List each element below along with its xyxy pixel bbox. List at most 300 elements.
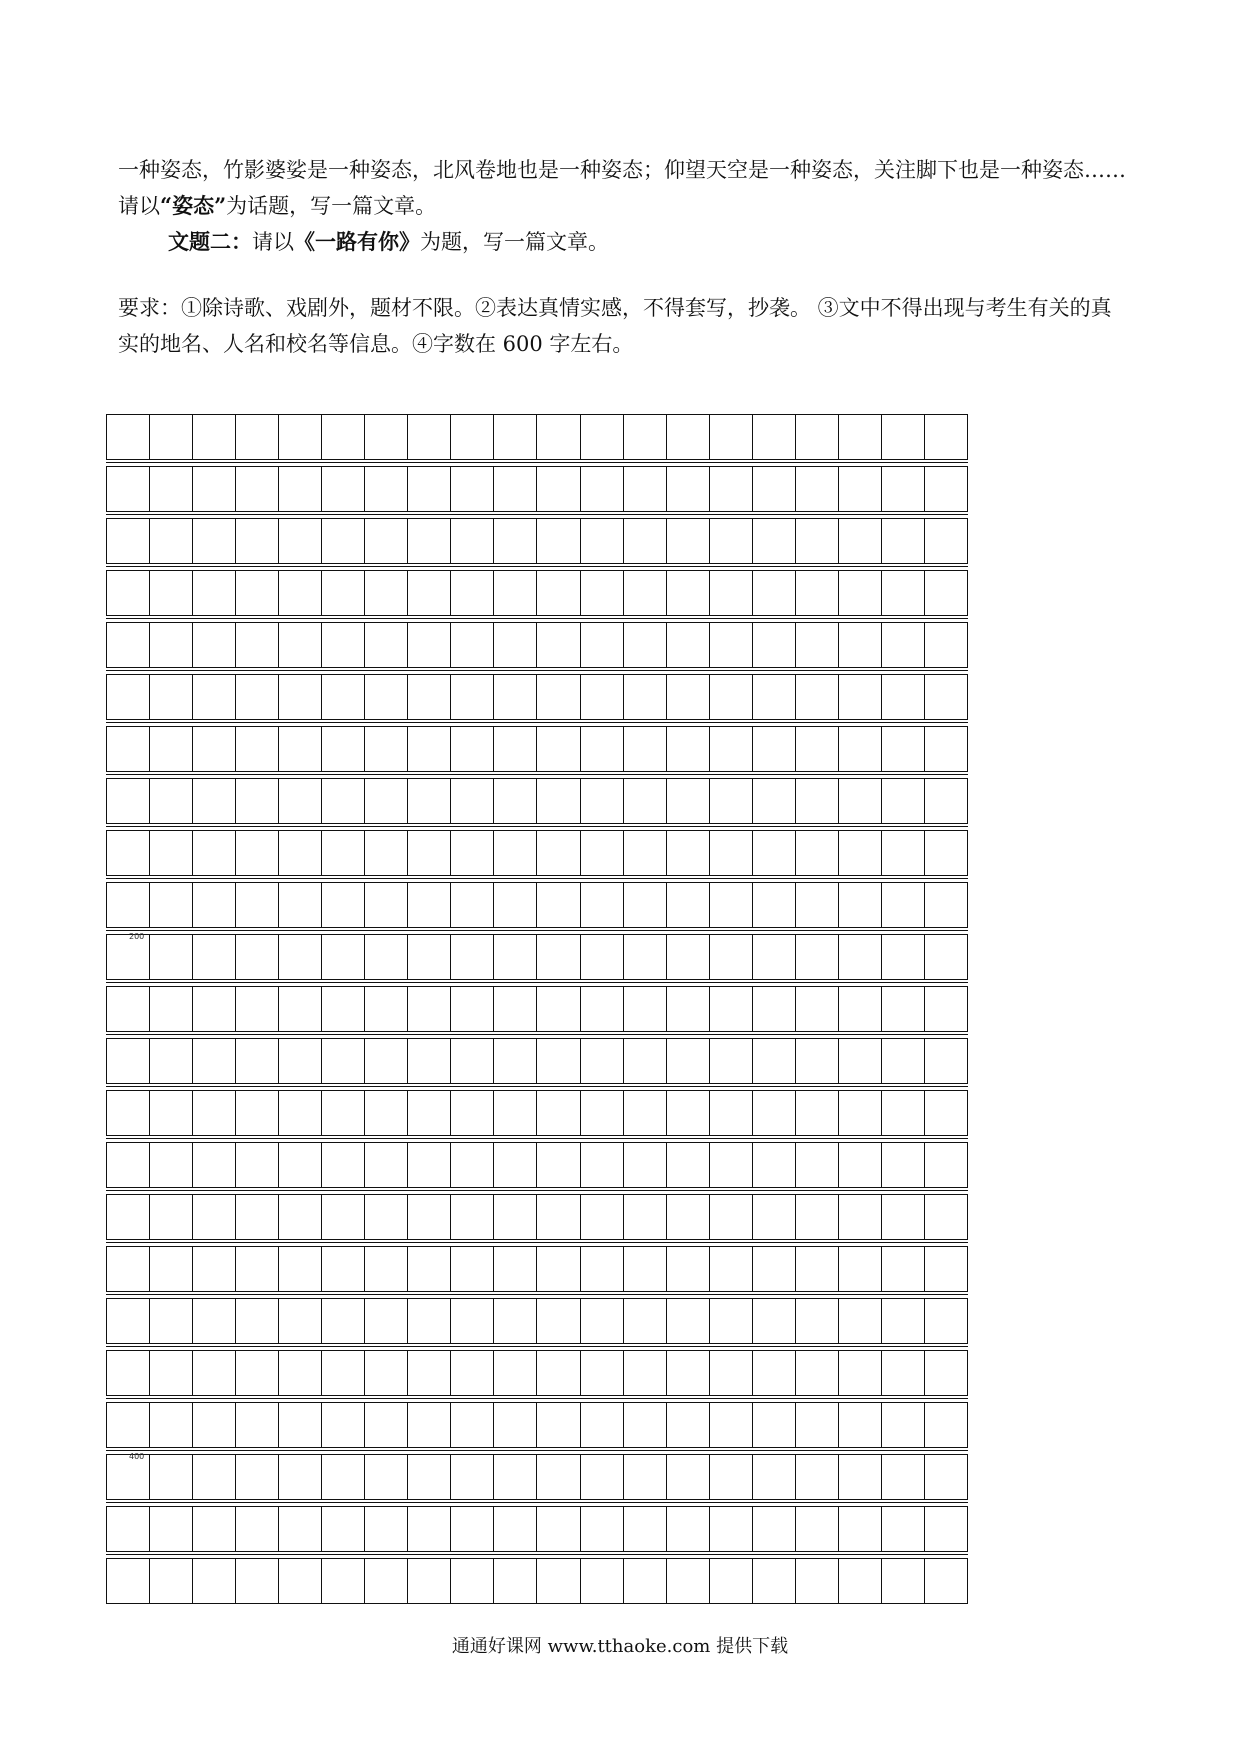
grid-cell[interactable]	[710, 883, 753, 927]
grid-cell[interactable]	[365, 1507, 408, 1551]
grid-cell[interactable]	[925, 831, 967, 875]
grid-cell[interactable]	[494, 1247, 537, 1291]
grid-cell[interactable]	[408, 727, 451, 771]
grid-cell[interactable]	[710, 675, 753, 719]
grid-cell[interactable]	[408, 1143, 451, 1187]
grid-cell[interactable]	[796, 935, 839, 979]
grid-cell[interactable]	[365, 415, 408, 459]
grid-cell[interactable]	[925, 987, 967, 1031]
grid-cell[interactable]	[710, 1143, 753, 1187]
grid-cell[interactable]	[882, 1507, 925, 1551]
grid-cell[interactable]	[925, 1351, 967, 1395]
grid-cell[interactable]	[839, 675, 882, 719]
grid-cell[interactable]	[451, 1507, 494, 1551]
grid-cell[interactable]	[279, 1091, 322, 1135]
grid-cell[interactable]	[710, 1507, 753, 1551]
grid-cell[interactable]	[408, 467, 451, 511]
grid-cell[interactable]	[322, 1091, 365, 1135]
grid-cell[interactable]	[839, 1455, 882, 1499]
grid-cell[interactable]	[150, 1559, 193, 1603]
grid-cell[interactable]	[882, 1299, 925, 1343]
grid-cell[interactable]	[624, 935, 667, 979]
grid-cell[interactable]	[839, 1247, 882, 1291]
grid-cell[interactable]	[839, 1507, 882, 1551]
grid-cell[interactable]	[796, 1091, 839, 1135]
grid-cell[interactable]	[624, 675, 667, 719]
grid-cell[interactable]	[236, 1455, 279, 1499]
grid-cell[interactable]	[107, 883, 150, 927]
grid-cell[interactable]	[451, 1091, 494, 1135]
grid-cell[interactable]	[365, 675, 408, 719]
grid-cell[interactable]	[753, 883, 796, 927]
grid-cell[interactable]	[667, 1143, 710, 1187]
grid-cell[interactable]	[882, 1039, 925, 1083]
grid-cell[interactable]	[365, 1039, 408, 1083]
grid-cell[interactable]	[279, 415, 322, 459]
grid-cell[interactable]	[322, 779, 365, 823]
grid-cell[interactable]	[753, 1039, 796, 1083]
grid-cell[interactable]	[710, 987, 753, 1031]
grid-cell[interactable]	[667, 1403, 710, 1447]
grid-cell[interactable]	[796, 727, 839, 771]
grid-cell[interactable]	[408, 1403, 451, 1447]
grid-cell[interactable]	[150, 831, 193, 875]
grid-cell[interactable]	[667, 571, 710, 615]
grid-cell[interactable]	[537, 1455, 580, 1499]
grid-cell[interactable]	[839, 571, 882, 615]
grid-cell[interactable]	[839, 1559, 882, 1603]
grid-cell[interactable]	[925, 1195, 967, 1239]
grid-cell[interactable]	[408, 1195, 451, 1239]
grid-cell[interactable]	[667, 831, 710, 875]
grid-cell[interactable]	[193, 779, 236, 823]
grid-cell[interactable]	[107, 1507, 150, 1551]
grid-cell[interactable]	[667, 1455, 710, 1499]
grid-cell[interactable]	[537, 831, 580, 875]
grid-cell[interactable]	[839, 623, 882, 667]
grid-cell[interactable]	[236, 1143, 279, 1187]
grid-cell[interactable]	[796, 831, 839, 875]
grid-cell[interactable]	[408, 415, 451, 459]
grid-cell[interactable]	[236, 675, 279, 719]
grid-cell[interactable]	[150, 1507, 193, 1551]
grid-cell[interactable]	[667, 987, 710, 1031]
grid-cell[interactable]	[537, 623, 580, 667]
grid-cell[interactable]	[150, 415, 193, 459]
grid-cell[interactable]	[882, 1403, 925, 1447]
grid-cell[interactable]	[365, 935, 408, 979]
grid-cell[interactable]	[279, 467, 322, 511]
grid-cell[interactable]	[624, 831, 667, 875]
grid-cell[interactable]	[796, 1143, 839, 1187]
grid-cell[interactable]	[796, 519, 839, 563]
grid-cell[interactable]	[236, 1195, 279, 1239]
grid-cell[interactable]	[236, 1299, 279, 1343]
grid-cell[interactable]	[581, 831, 624, 875]
grid-cell[interactable]	[408, 1299, 451, 1343]
grid-cell[interactable]	[322, 1455, 365, 1499]
grid-cell[interactable]	[839, 935, 882, 979]
grid-cell[interactable]	[494, 571, 537, 615]
grid-cell[interactable]	[107, 1247, 150, 1291]
grid-cell[interactable]	[107, 675, 150, 719]
grid-cell[interactable]	[537, 415, 580, 459]
grid-cell[interactable]	[451, 1039, 494, 1083]
grid-cell[interactable]	[624, 1455, 667, 1499]
grid-cell[interactable]	[581, 1247, 624, 1291]
grid-cell[interactable]	[667, 519, 710, 563]
grid-cell[interactable]	[753, 675, 796, 719]
grid-cell[interactable]	[624, 883, 667, 927]
grid-cell[interactable]	[494, 779, 537, 823]
grid-cell[interactable]	[408, 987, 451, 1031]
grid-cell[interactable]	[150, 779, 193, 823]
grid-cell[interactable]	[322, 1559, 365, 1603]
grid-cell[interactable]	[882, 675, 925, 719]
grid-cell[interactable]	[624, 1143, 667, 1187]
grid-cell[interactable]	[624, 1403, 667, 1447]
grid-cell[interactable]	[365, 987, 408, 1031]
grid-cell[interactable]	[322, 1351, 365, 1395]
grid-cell[interactable]	[537, 1351, 580, 1395]
grid-cell[interactable]	[796, 1195, 839, 1239]
grid-cell[interactable]	[581, 1195, 624, 1239]
grid-cell[interactable]	[710, 1559, 753, 1603]
grid-cell[interactable]	[408, 935, 451, 979]
grid-cell[interactable]	[451, 571, 494, 615]
grid-cell[interactable]	[150, 1195, 193, 1239]
grid-cell[interactable]	[494, 727, 537, 771]
grid-cell[interactable]	[624, 727, 667, 771]
grid-cell[interactable]	[667, 415, 710, 459]
grid-cell[interactable]	[365, 1091, 408, 1135]
grid-cell[interactable]	[624, 519, 667, 563]
grid-cell[interactable]	[710, 727, 753, 771]
grid-cell[interactable]	[882, 571, 925, 615]
grid-cell[interactable]	[279, 1507, 322, 1551]
grid-cell[interactable]	[408, 1351, 451, 1395]
grid-cell[interactable]	[494, 1039, 537, 1083]
grid-cell[interactable]	[193, 935, 236, 979]
grid-cell[interactable]	[581, 415, 624, 459]
grid-cell[interactable]	[925, 1299, 967, 1343]
grid-cell[interactable]	[710, 623, 753, 667]
grid-cell[interactable]	[537, 1559, 580, 1603]
grid-cell[interactable]	[581, 623, 624, 667]
grid-cell[interactable]	[193, 675, 236, 719]
grid-cell[interactable]	[882, 1455, 925, 1499]
grid-cell[interactable]	[581, 935, 624, 979]
grid-cell[interactable]	[624, 779, 667, 823]
grid-cell[interactable]	[408, 675, 451, 719]
grid-cell[interactable]	[882, 883, 925, 927]
grid-cell[interactable]	[537, 1091, 580, 1135]
grid-cell[interactable]	[925, 883, 967, 927]
grid-cell[interactable]	[494, 935, 537, 979]
grid-cell[interactable]	[365, 831, 408, 875]
grid-cell[interactable]	[667, 1091, 710, 1135]
grid-cell[interactable]	[882, 779, 925, 823]
grid-cell[interactable]	[753, 987, 796, 1031]
grid-cell[interactable]	[107, 1299, 150, 1343]
grid-cell[interactable]	[279, 727, 322, 771]
grid-cell[interactable]	[150, 1091, 193, 1135]
grid-cell[interactable]	[494, 1403, 537, 1447]
grid-cell[interactable]	[451, 1143, 494, 1187]
grid-cell[interactable]	[925, 467, 967, 511]
grid-cell[interactable]	[753, 1091, 796, 1135]
grid-cell[interactable]	[451, 675, 494, 719]
grid-cell[interactable]	[236, 831, 279, 875]
grid-cell[interactable]	[107, 519, 150, 563]
grid-cell[interactable]	[796, 883, 839, 927]
grid-cell[interactable]	[839, 1299, 882, 1343]
grid-cell[interactable]	[236, 571, 279, 615]
grid-cell[interactable]	[667, 1247, 710, 1291]
grid-cell[interactable]	[193, 1195, 236, 1239]
grid-cell[interactable]	[408, 831, 451, 875]
grid-cell[interactable]	[753, 1247, 796, 1291]
grid-cell[interactable]	[537, 1195, 580, 1239]
grid-cell[interactable]	[925, 623, 967, 667]
grid-cell[interactable]	[796, 779, 839, 823]
grid-cell[interactable]	[882, 1351, 925, 1395]
grid-cell[interactable]	[322, 1299, 365, 1343]
grid-cell[interactable]	[408, 1455, 451, 1499]
grid-cell[interactable]	[322, 1143, 365, 1187]
grid-cell[interactable]	[882, 1559, 925, 1603]
grid-cell[interactable]	[150, 1351, 193, 1395]
grid-cell[interactable]	[796, 1507, 839, 1551]
grid-cell[interactable]	[839, 727, 882, 771]
grid-cell[interactable]	[882, 1195, 925, 1239]
grid-cell[interactable]	[839, 779, 882, 823]
grid-cell[interactable]	[581, 1039, 624, 1083]
grid-cell[interactable]	[236, 415, 279, 459]
grid-cell[interactable]	[494, 519, 537, 563]
grid-cell[interactable]	[365, 779, 408, 823]
grid-cell[interactable]	[279, 1351, 322, 1395]
grid-cell[interactable]	[796, 1299, 839, 1343]
grid-cell[interactable]	[408, 519, 451, 563]
grid-cell[interactable]	[279, 883, 322, 927]
grid-cell[interactable]	[322, 727, 365, 771]
grid-cell[interactable]	[710, 1091, 753, 1135]
grid-cell[interactable]	[624, 1507, 667, 1551]
grid-cell[interactable]	[624, 1195, 667, 1239]
grid-cell[interactable]	[882, 415, 925, 459]
grid-cell[interactable]	[193, 1143, 236, 1187]
grid-cell[interactable]	[537, 1247, 580, 1291]
grid-cell[interactable]	[451, 1455, 494, 1499]
grid-cell[interactable]	[710, 1195, 753, 1239]
grid-cell[interactable]	[753, 1559, 796, 1603]
grid-cell[interactable]	[150, 883, 193, 927]
grid-cell[interactable]	[451, 623, 494, 667]
grid-cell[interactable]	[322, 1507, 365, 1551]
grid-cell[interactable]	[581, 1351, 624, 1395]
grid-cell[interactable]	[925, 935, 967, 979]
grid-cell[interactable]	[710, 519, 753, 563]
grid-cell[interactable]	[796, 571, 839, 615]
grid-cell[interactable]	[710, 1351, 753, 1395]
grid-cell[interactable]	[882, 1247, 925, 1291]
grid-cell[interactable]	[236, 1091, 279, 1135]
grid-cell[interactable]	[236, 623, 279, 667]
grid-cell[interactable]	[279, 1403, 322, 1447]
grid-cell[interactable]	[150, 519, 193, 563]
grid-cell[interactable]	[839, 987, 882, 1031]
grid-cell[interactable]	[107, 415, 150, 459]
grid-cell[interactable]	[451, 1195, 494, 1239]
grid-cell[interactable]	[236, 987, 279, 1031]
grid-cell[interactable]	[408, 1507, 451, 1551]
grid-cell[interactable]	[193, 727, 236, 771]
grid-cell[interactable]	[839, 415, 882, 459]
grid-cell[interactable]	[753, 1455, 796, 1499]
grid-cell[interactable]	[451, 1247, 494, 1291]
grid-cell[interactable]	[279, 519, 322, 563]
grid-cell[interactable]	[236, 727, 279, 771]
grid-cell[interactable]	[667, 779, 710, 823]
grid-cell[interactable]	[279, 1455, 322, 1499]
grid-cell[interactable]	[322, 467, 365, 511]
grid-cell[interactable]	[494, 623, 537, 667]
grid-cell[interactable]	[279, 675, 322, 719]
grid-cell[interactable]	[839, 1403, 882, 1447]
grid-cell[interactable]	[107, 987, 150, 1031]
grid-cell[interactable]	[537, 467, 580, 511]
grid-cell[interactable]	[365, 1195, 408, 1239]
grid-cell[interactable]	[451, 727, 494, 771]
grid-cell[interactable]	[753, 779, 796, 823]
grid-cell[interactable]	[882, 519, 925, 563]
grid-cell[interactable]	[624, 987, 667, 1031]
grid-cell[interactable]	[193, 1351, 236, 1395]
grid-cell[interactable]	[150, 623, 193, 667]
grid-cell[interactable]	[236, 1507, 279, 1551]
grid-cell[interactable]	[537, 1299, 580, 1343]
grid-cell[interactable]	[236, 467, 279, 511]
grid-cell[interactable]	[537, 883, 580, 927]
grid-cell[interactable]	[581, 883, 624, 927]
grid-cell[interactable]	[365, 467, 408, 511]
grid-cell[interactable]	[107, 1559, 150, 1603]
grid-cell[interactable]	[365, 1143, 408, 1187]
grid-cell[interactable]	[150, 1455, 193, 1499]
grid-cell[interactable]	[839, 467, 882, 511]
grid-cell[interactable]	[494, 1455, 537, 1499]
grid-cell[interactable]	[451, 519, 494, 563]
grid-cell[interactable]	[624, 623, 667, 667]
grid-cell[interactable]	[537, 727, 580, 771]
grid-cell[interactable]	[839, 1091, 882, 1135]
grid-cell[interactable]	[279, 831, 322, 875]
grid-cell[interactable]	[796, 675, 839, 719]
grid-cell[interactable]	[796, 415, 839, 459]
grid-cell[interactable]	[236, 1247, 279, 1291]
grid-cell[interactable]	[667, 675, 710, 719]
grid-cell[interactable]	[667, 1559, 710, 1603]
grid-cell[interactable]	[753, 519, 796, 563]
grid-cell[interactable]	[107, 1039, 150, 1083]
grid-cell[interactable]	[624, 415, 667, 459]
grid-cell[interactable]	[279, 1195, 322, 1239]
grid-cell[interactable]	[107, 1455, 150, 1499]
grid-cell[interactable]	[581, 1507, 624, 1551]
grid-cell[interactable]	[322, 675, 365, 719]
grid-cell[interactable]	[753, 1403, 796, 1447]
grid-cell[interactable]	[107, 1351, 150, 1395]
grid-cell[interactable]	[365, 571, 408, 615]
grid-cell[interactable]	[150, 1039, 193, 1083]
grid-cell[interactable]	[753, 571, 796, 615]
grid-cell[interactable]	[365, 1403, 408, 1447]
grid-cell[interactable]	[279, 987, 322, 1031]
grid-cell[interactable]	[753, 831, 796, 875]
grid-cell[interactable]	[796, 1403, 839, 1447]
grid-cell[interactable]	[322, 935, 365, 979]
grid-cell[interactable]	[667, 883, 710, 927]
grid-cell[interactable]	[193, 1507, 236, 1551]
grid-cell[interactable]	[710, 571, 753, 615]
grid-cell[interactable]	[882, 831, 925, 875]
grid-cell[interactable]	[279, 779, 322, 823]
grid-cell[interactable]	[882, 1091, 925, 1135]
grid-cell[interactable]	[408, 1247, 451, 1291]
grid-cell[interactable]	[839, 883, 882, 927]
grid-cell[interactable]	[796, 987, 839, 1031]
grid-cell[interactable]	[193, 1559, 236, 1603]
grid-cell[interactable]	[624, 1091, 667, 1135]
grid-cell[interactable]	[925, 1507, 967, 1551]
grid-cell[interactable]	[279, 1143, 322, 1187]
grid-cell[interactable]	[581, 519, 624, 563]
grid-cell[interactable]	[494, 883, 537, 927]
grid-cell[interactable]	[710, 1455, 753, 1499]
grid-cell[interactable]	[494, 675, 537, 719]
grid-cell[interactable]	[451, 1299, 494, 1343]
grid-cell[interactable]	[494, 1507, 537, 1551]
grid-cell[interactable]	[107, 831, 150, 875]
grid-cell[interactable]	[451, 831, 494, 875]
grid-cell[interactable]	[365, 1455, 408, 1499]
grid-cell[interactable]	[494, 1559, 537, 1603]
grid-cell[interactable]	[581, 1091, 624, 1135]
grid-cell[interactable]	[581, 779, 624, 823]
grid-cell[interactable]	[408, 883, 451, 927]
grid-cell[interactable]	[107, 727, 150, 771]
grid-cell[interactable]	[753, 1143, 796, 1187]
grid-cell[interactable]	[624, 571, 667, 615]
grid-cell[interactable]	[150, 1143, 193, 1187]
grid-cell[interactable]	[537, 1403, 580, 1447]
grid-cell[interactable]	[365, 519, 408, 563]
grid-cell[interactable]	[624, 1039, 667, 1083]
grid-cell[interactable]	[193, 519, 236, 563]
grid-cell[interactable]	[193, 883, 236, 927]
grid-cell[interactable]	[451, 1351, 494, 1395]
grid-cell[interactable]	[796, 1455, 839, 1499]
grid-cell[interactable]	[193, 623, 236, 667]
grid-cell[interactable]	[710, 467, 753, 511]
grid-cell[interactable]	[322, 1247, 365, 1291]
grid-cell[interactable]	[710, 779, 753, 823]
grid-cell[interactable]	[193, 467, 236, 511]
grid-cell[interactable]	[925, 1039, 967, 1083]
grid-cell[interactable]	[322, 1195, 365, 1239]
grid-cell[interactable]	[624, 1299, 667, 1343]
